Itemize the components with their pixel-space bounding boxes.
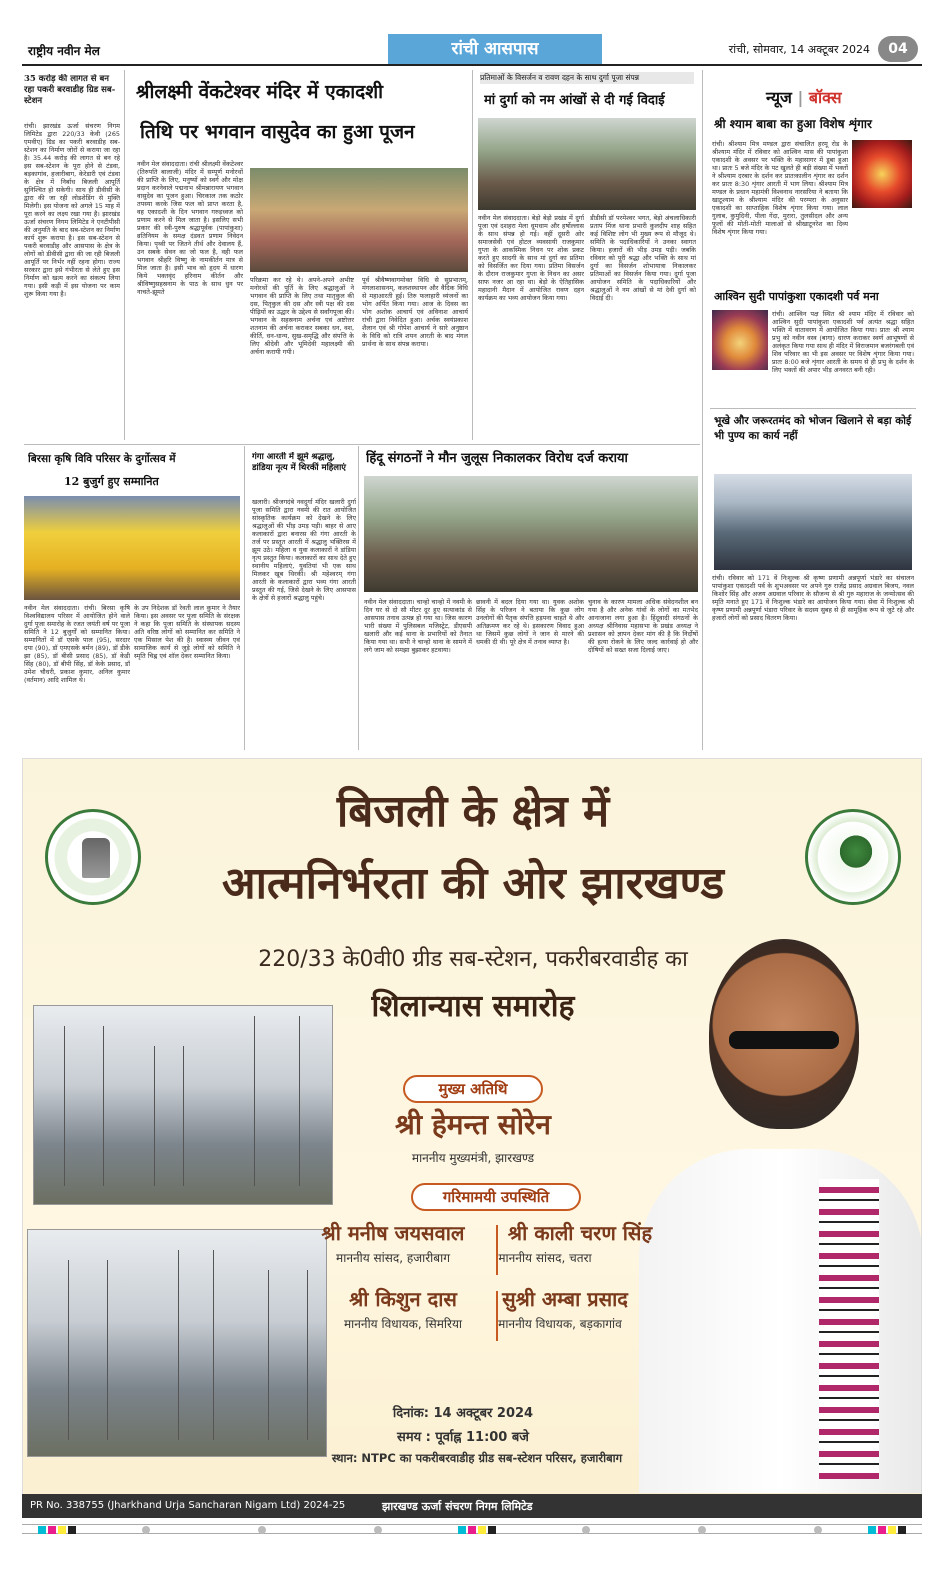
dignitary-1-name: श्री मनीष जयसवाल: [321, 1221, 465, 1245]
temple-story-col1: नवीन मेल संवाददाता। रांची श्रीलक्ष्मी वेंकटेश्वर (तिरुपति बालाजी) मंदिर में सम्पूर्ण मनोरथों की प्राप्ति के लिए, मनुष्यों को स्वर्ग और मोक्ष प्रदान करनेवाले पद्मनाभ श्रीमन्नारायण भगवान वासुदेव का पूजन हुआ। चिरकाल तक कठोर तपस्या करके जिस फल को प्राप्त करता है, वह एकादशी के दिन भगवान गरुड़ध्वज को प्रणाम करने से मिल जाता है। इसलिए सभी प्रकार की स्त्री-पुरुष श्रद्धापूर्वक (पापांकुशा) व्रतिनियम के समक्ष दंडवत प्रणाम निवेदन किया। पृथ्वी पर जितने तीर्थ और देवालय हैं, उन सबके सेवन का जो फल है, वही फल भगवान श्रीहरि विष्णु के नामकीर्तन मात्र से मिल जाता है। इसी भाव को हृदय में धारण किये भक्तवृंद हरिनाम कीर्तन और श्रीविष्णुसहस्रनाम के पाठ के साथ धुन पर नाचते-झूमते: [137, 160, 243, 296]
durga-story-headline: मां दुर्गा को नम आंखों से दी गई विदाई: [484, 93, 665, 108]
masthead: [22, 34, 922, 66]
dignitary-3-role: माननीय विधायक, सिमरिया: [343, 1317, 463, 1331]
dignitary-2-name: श्री काली चरण सिंह: [507, 1221, 653, 1245]
birsa-story-headline-line1: बिरसा कृषि विवि परिसर के दुर्गोत्सव में: [28, 453, 176, 465]
section-title: रांची आसपास: [388, 34, 602, 64]
dignitary-3-name: श्री किशुन दास: [349, 1287, 457, 1311]
news-box-story1-body-cont: [852, 212, 912, 286]
ad-title-line2: आत्मनिर्भरता की ओर झारखण्ड: [221, 858, 725, 909]
news-box-story3-headline: भूखे और जरूरतमंद को भोजन खिलाने से बड़ा कोई भी पुण्य का कार्य नहीं: [714, 415, 912, 442]
ad-title-line1: बिजली के क्षेत्र में: [336, 786, 610, 837]
footer-org-name: झारखण्ड ऊर्जा संचरण निगम लिमिटेड: [382, 1500, 533, 1513]
left-story-body: रांची। झारखंड ऊर्जा संचरण निगम लिमिटेड द्वारा 220/33 केवी (265 एमवीए) ग्रिड का पकरी बरवाडीह सब-स्टेशन का निर्माण जोरों से कराया जा रहा है। 35.44 करोड़ की लागत से बन रहे इस सब-स्टेशन के पूरा होने से टंडवा, बड़कागांव, हजारीबाग, केरेडारी एवं टंडवा के क्षेत्र में निर्बाध बिजली आपूर्ति सुनिश्चित हो सकेगी। साथ ही डीवीसी के द्वारा की जा रही लोडशेडिंग से मुक्ति मिलेगी। इस योजना को अगले 15 माह में पूरा करने का लक्ष्य रखा गया है। झारखंड ऊर्जा संचरण निगम लिमिटेड ने एनटीपीसी की अनुमति के बाद सब-स्टेशन का निर्माण कार्य शुरू कराया है। इस सब-स्टेशन से पकरी बरवाडीह और आसपास के क्षेत्र के लोगों को डीवीसी द्वारा की जा रही बिजली आपूर्ति पर निर्भर नहीं रहना होगा। राज्य सरकार द्वारा इसे गंभीरता से लेते हुए इस निर्माण को खत्म करने का संकल्प लिया गया। इसी कड़ी में इस योजना पर काम शुरू किया गया है।: [24, 122, 120, 298]
birsa-story-col1: नवीन मेल संवाददाता। रांची। बिरसा कृषि विश्वविद्यालय परिसर में आयोजित होने वाले दुर्गा पूजा समारोह के रजत जयंती वर्ष पर पूजा समिति ने 12 बुजुर्गों को सम्मानित किया। सम्मानितों में डॉ एसके पाल (95), सरदार दया (90), डॉ एमएसके बर्मन (89), डॉ डीके झा (85), डॉ बीसी प्रसाद (85), डॉ केडी सिंह (80), डॉ बीपी सिंह, डॉ केके प्रसाद, डॉ उमेश चौधरी, प्रकाश कुमार, अनिल कुमार (वर्तमान) आदि शामिल थे।: [24, 604, 130, 684]
dignitary-4-name: सुश्री अम्बा प्रसाद: [502, 1287, 628, 1311]
newspaper-name: राष्ट्रीय नवीन मेल: [28, 44, 100, 58]
news-box-story2-headline: आश्विन सुदी पापांकुशा एकादशी पर्व मना: [714, 290, 879, 303]
pr-number: PR No. 338755 (Jharkhand Urja Sancharan Nigam Ltd) 2024-25: [30, 1500, 346, 1511]
dignitary-2-role: माननीय सांसद, चतरा: [498, 1251, 592, 1265]
hindu-story-col2: छावनी में बदल दिया गया था। युवक अशोक सिंह के परिजन ने बताया कि कुछ लोग उनलोगों की पैतृक संपत्ति हड़पना चाहते थे और अतिक्रमण कर रहे थे। इसकारण विवाद हुआ था जिसमें कुछ लोगों ने जान से मारने की धमकी दी थी। पूरे क्षेत्र में तनाव व्याप्त है।: [476, 598, 584, 646]
durga-immersion-photo: [478, 118, 696, 210]
dignitary-4-role: माननीय विधायक, बड़कागांव: [498, 1317, 622, 1331]
birsa-story-col2: के उप निदेशक डॉ रेवती लाल कुमार ने तैयार किया। इस अवसर पर पूजा समिति के संरक्षक ने कहा कि पूजा समिति के संस्थापक सदस्य अति वरिष्ठ लोगों को सम्मानित कर समिति ने एक मिसाल पेश की है। स्वास्थ्य जीवन एवं सामाजिक कार्य से जुड़े लोगों को समिति ने स्मृति चिह्न एवं शॉल देकर सम्मानित किया।: [134, 604, 240, 660]
durga-story-col1: नवीन मेल संवाददाता। बेड़ो बेड़ो प्रखंड में दुर्गा पूजा एवं दशहरा मेला धूमधाम और हर्षोल्लास के साथ संपन्न हो गई। वहीं दूसरी ओर समाजसेवी एवं होटल व्यवसायी राजकुमार गुप्ता के आकस्मिक निधन पर शोक प्रकट करते हुए सादगी के साथ मां दुर्गा का प्रतिमा को विसर्जित कर दिया गया। प्रतिमा विसर्जन के दौरान राजकुमार गुप्ता के निधन का असर साफ नजर आ रहा था। बेड़ो के ऐतिहासिक महादानी मैदान में आयोजित रावण दहन कार्यक्रम का भव्य आयोजन किया गया।: [478, 214, 584, 302]
temple-story-col3: पूर्व श्रीवैष्णवागमोक्त विधि से सुप्रभातम्, मंगलाशासनम्, कलशस्थापन और वैदिक विधि से महाआरती हुई। तिरु फलाहारी व्यंजनों का भोग अर्पित किया गया। आज के दिवस का भोग अशोक आचार्य एवं अविनाश आचार्य रांची द्वारा निवेदित हुआ। अर्चक स्वयंप्रकाश शैलान एवं श्री गोपेश आचार्य ने सारे अनुष्ठान के विधि को रात्रि शयन आरती के बाद मंगल प्रार्थना के साथ संपन्न कराया।: [362, 276, 468, 348]
ad-event: शिलान्यास समारोह: [371, 989, 575, 1024]
news-box-label-a: न्यूज: [766, 88, 792, 107]
protest-march-photo: [364, 476, 698, 592]
chief-minister-portrait: [629, 919, 922, 1493]
event-venue: स्थान: NTPC का पकरीबरवाडीह ग्रीड सब-स्टेशन परिसर, हजारीबाग: [331, 1451, 623, 1465]
substation-photo-top: [33, 1005, 333, 1205]
ad-subtitle: 220/33 के0वी0 ग्रीड सब-स्टेशन, पकरीबरवाडीह का: [258, 947, 688, 972]
page-number: 04: [878, 36, 918, 62]
ganga-story-headline: गंगा आरती में झूमे श्रद्धालु, डांडिया नृत्य में थिरकीं महिलाएं: [252, 452, 346, 473]
birsa-felicitation-photo: [24, 496, 240, 600]
hindu-story-col1: नवीन मेल संवाददाता। चान्हो चान्हो में नवमी के दिन घर से दो सौ मीटर दूर हुए सत्याकांड से आसपास तनाव उत्पन्न हो गया था। जिस कारण भारी संख्या में पुलिसबल मजिस्ट्रेट, डीएसपी खलारी और कई थाना के प्रभारियों को तैनात किया गया था। सभी ने चान्हो थाना के सामने में लगे जाम को समझा बुझाकर हटवाया।: [364, 598, 472, 654]
jusnl-advertisement: [22, 758, 922, 1518]
chief-guest-role: माननीय मुख्यमंत्री, झारखण्ड: [411, 1151, 535, 1165]
news-box-label-b: बॉक्स: [808, 88, 842, 107]
bhandara-photo: [714, 474, 912, 570]
chief-guest-name: श्री हेमन्त सोरेन: [395, 1108, 551, 1141]
news-box-story1-body: रांची। श्रीश्याम मित्र मण्डल द्वारा संचालित हरमू रोड के श्रीश्याम मंदिर में रविवार को आश्विन मास की पापांकुशा एकादशी के अवसर पर भक्ति के महासागर में डूबा हुआ था। प्रातः 5 बजे मंदिर के पट खुलते ही बड़ी संख्या में भक्तों ने श्रीश्याम दरबार के दर्शन कर प्रातःकालीन शृंगार का दर्शन कर प्रातः 8:30 शृंगार आरती में भाग लिया। श्रीश्याम मित्र मण्डल के प्रधान महामंत्री विश्वनाथ नारसरिया ने बताया कि खाटूश्याम के श्रीश्याम मंदिर की परम्परा के अनुसार एकादशी का साप्ताहिक विशेष शृंगार किया गया। लाल गुलाब, कुमुदिनी, पीला गेंदा, मुरारा, तुलसीदल और अन्य फूलों की मोती-मोती मालाओं से श्रीखाटूनरेश का दिव्य विशेष शृंगार किया गया।: [712, 140, 848, 236]
news-box-story3-body: रांची। रविवार को 171 वें निःशुल्क श्री कृष्ण प्रणामी अन्नपूर्णा भंडारे का संचालन पापांकुशा एकादशी पर्व के शुभअवसर पर अपने गुरु राजेंद्र प्रसाद अग्रवाल बिजय, नवल किशोर सिंह और अजय अग्रवाल परिवार के सौजन्य से श्री गुरु महाराज के जन्मोत्सव की स्मृति मनाते हुए 171 वें निःशुल्क भंडारे का आयोजन किया गया। सेवा में निःशुल्क श्री कृष्ण प्रणामी अन्नपूर्णा भंडारा परिवार के सदस्य सुबह से ही सामूहिक रूप से जुटे रहे और हजारों लोगों को प्रसाद वितरण किया।: [712, 574, 914, 622]
chief-guest-label: मुख्य अतिथि: [403, 1075, 543, 1103]
temple-puja-photo: [250, 168, 468, 272]
temple-story-headline-line1: श्रीलक्ष्मी वेंकटेश्वर मंदिर में एकादशी: [136, 81, 384, 103]
dignitaries-label: गरिमामयी उपस्थिति: [411, 1183, 581, 1211]
news-box-label: न्यूज | बॉक्स: [766, 88, 842, 107]
durga-story-kicker: प्रतिमाओं के विसर्जन व रावण दहन के साथ दुर्गा पूजा संपन्न: [480, 72, 694, 84]
papankusha-idol-photo: [712, 310, 768, 370]
issue-date: रांची, सोमवार, 14 अक्टूबर 2024: [728, 43, 870, 56]
dignitary-1-role: माननीय सांसद, हजारीबाग: [336, 1251, 450, 1265]
shyam-baba-shringar-photo: [852, 140, 912, 208]
event-time: समय : पूर्वाह्न 11:00 बजे: [397, 1430, 529, 1445]
print-registration-bar: [22, 1524, 922, 1534]
substation-photo-bottom: [27, 1229, 327, 1457]
hindu-story-headline: हिंदू संगठनों ने मौन जुलूस निकालकर विरोध दर्ज कराया: [366, 451, 628, 466]
ad-footer-bar: [22, 1494, 922, 1518]
event-date: दिनांक: 14 अक्टूबर 2024: [392, 1406, 534, 1421]
temple-story-headline-line2: तिथि पर भगवान वासुदेव का हुआ पूजन: [140, 121, 415, 143]
hindu-story-col3: चुनाव के कारण मामला अधिक संवेदनशील बन गया है और अनेक गांवों के लोगों का मतभेद आनाजाना लगा हुआ है। हिंदूवादी संगठनों के अध्यक्ष श्रीनिवास महासभा के प्रखंड अध्यक्ष ने प्रशासन को ज्ञापन देकर मांग की है कि निर्दोषों की हत्या रोकने के लिए जल्द कार्रवाई हो और दोषियों को सख्त सजा दिलाई जाए।: [588, 598, 698, 654]
news-box-story1-headline: श्री श्याम बाबा का हुआ विशेष शृंगार: [714, 117, 872, 131]
left-story-headline: 35 करोड़ की लागत से बन रहा पकरी बरवाडीह ग्रिड सब-स्टेशन: [24, 74, 116, 106]
durga-story-col2: डीडीसी डॉ परमेश्वर भगत, बेड़ो अंचलाधिकारी प्रताप मिंज थाना प्रभारी कुलदीप शाह सहित कई विशिष्ट लोग भी मुख्य रूप से मौजूद थे। समिति के पदाधिकारियों ने उनका स्वागत किया। हजारों की भीड़ उमड़ पड़ी। जबकि रविवार को पूरी श्रद्धा और भक्ति के साथ मां दुर्गा का विसर्जन शोभायात्रा निकालकर प्रतिमाओं का विसर्जन किया गया। दुर्गा पूजा आयोजन समिति के पदाधिकारियों और श्रद्धालुओं ने नम आंखों से मां देवी दुर्गा को विदाई दी।: [590, 214, 696, 302]
ganga-story-body: खलारी। श्रीजगदंबे नवदुर्गा मंदिर खलारी दुर्गा पूजा समिति द्वारा नवमी की रात आयोजित सांस्कृतिक कार्यक्रम को देखने के लिए श्रद्धालुओं की भीड़ उमड़ पड़ी। बाहर से आए कलाकारों द्वारा बनारस की गंगा आरती के तर्ज पर प्रस्तुत आरती में श्रद्धालु भक्तिरस में झूम उठे। महिला व युवा कलाकारों ने डांडिया नृत्य प्रस्तुत किया। कलाकारों का साथ देते हुए स्थानीय महिलाएं, युवतियां भी एक साथ मिलकर खूब थिरकीं। श्री महेश्वरम् गंगा आरती के कलाकारों द्वारा भव्य गंगा आरती प्रस्तुत की गई, जिसे देखने के लिए आसपास के क्षेत्रों से हजारों श्रद्धालु पहुंचे।: [252, 498, 356, 602]
temple-story-col2: परिक्रमा कर रहे थे। अपने-अपने अभीष्ट मनोरथों की पूर्ति के लिए श्रद्धालुओं ने भगवान की प्राप्ति के लिए तथा मातृकुल की दस, पितृकुल की दस और स्त्री पक्ष की दस पीढ़ियों का उद्धार के उद्देश्य से सर्वांगपूजा की। भगवान के सहस्रनाम अर्चना एवं अष्टोत्तर शतनाम की अर्चना कराकर सबका धन, वश, कीर्ति, धन-धान्य, सुख-समृद्धि और संपत्ति के लिए श्रीदेवी और भूमिदेवी महालक्ष्मी की अर्चना करायी गयी।: [250, 276, 354, 356]
news-box-story2-body: रांची। आश्विन पक्ष स्थित श्री श्याम मंदिर में रविवार को आश्विन सुदी पापांकुशा एकादशी पर्व अत्यंत श्रद्धा सहित भक्ति में वातावरण में आयोजित किया गया। प्रातः श्री श्याम प्रभु को नवीन वस्त्र (बागा) धारण कराकर स्वर्ण आभूषणों से अलंकृत किया गया साथ ही मंदिर में विराजमान बजरंगबली एवं शिव परिवार का भी इस अवसर पर विशेष शृंगार किया गया। प्रातः 8:00 बजे शृंगार आरती के समय से ही प्रभु के दर्शन के लिए भक्तों की अपार भीड़ अनवरत बनी रही।: [772, 310, 914, 374]
birsa-story-headline-line2: 12 बुजुर्ग हुए सम्मानित: [64, 475, 159, 488]
